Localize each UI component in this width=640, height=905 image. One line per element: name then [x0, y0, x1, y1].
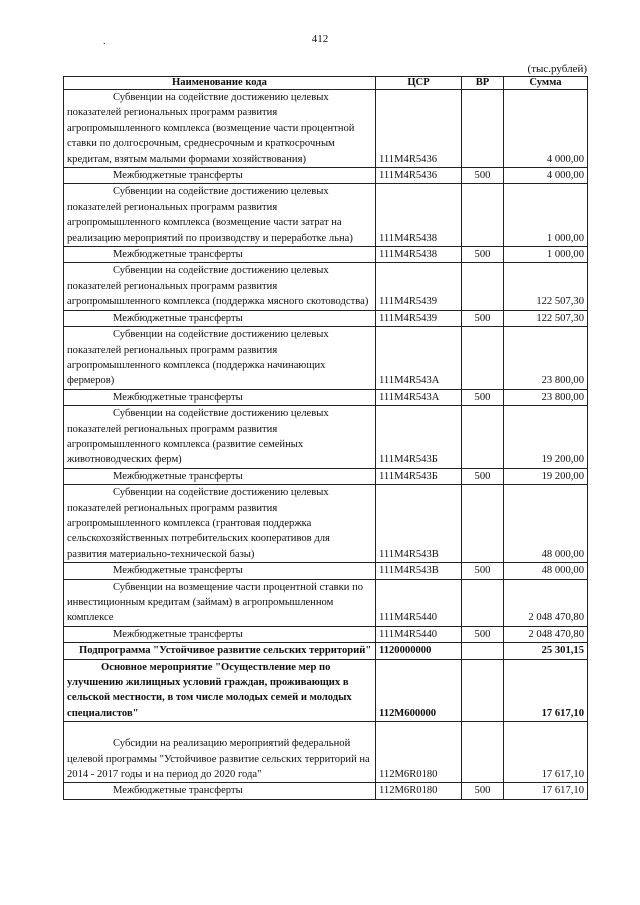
table-row: [64, 579, 588, 626]
row-name: Межбюджетные трансферты: [64, 310, 376, 326]
row-sum: 17 617,10: [504, 659, 588, 722]
row-sum: 122 507,30: [504, 310, 588, 326]
table-row: [64, 310, 588, 326]
row-vr: 500: [462, 626, 504, 642]
row-csr: 1120000000: [376, 643, 462, 659]
row-sum: 17 617,10: [504, 783, 588, 799]
row-vr: 500: [462, 389, 504, 405]
row-csr: 111M4R543A: [376, 327, 462, 390]
scan-mark: .: [103, 36, 106, 47]
row-vr: [462, 485, 504, 563]
table-row: [64, 468, 588, 484]
row-sum: 48 000,00: [504, 563, 588, 579]
row-vr: 500: [462, 563, 504, 579]
row-sum: 19 200,00: [504, 468, 588, 484]
row-name: Субвенции на содействие достижению целевых показателей региональных программ развития агропромышленного комплекса (поддержка начинающих фермеров): [64, 327, 376, 390]
row-name: Межбюджетные трансферты: [64, 626, 376, 642]
row-sum: 4 000,00: [504, 168, 588, 184]
row-name: Подпрограмма "Устойчивое развитие сельских территорий": [64, 643, 376, 659]
row-name: Субвенции на содействие достижению целевых показателей региональных программ развития агропромышленного комплекса (поддержка мясного скотоводства): [64, 263, 376, 310]
page-number: 412: [311, 33, 329, 45]
row-name: Субвенции на содействие достижению целевых показателей региональных программ развития агропромышленного комплекса (развитие семейных животноводческих ферм): [64, 406, 376, 469]
row-vr: [462, 90, 504, 168]
row-name: Основное мероприятие "Осуществление мер по улучшению жилищных условий граждан, проживающих в сельской местности, в том числе молодых семей и молодых специалистов": [64, 659, 376, 722]
row-sum: 2 048 470,80: [504, 626, 588, 642]
row-name: Межбюджетные трансферты: [64, 783, 376, 799]
row-vr: 500: [462, 783, 504, 799]
header-csr: ЦСР: [376, 77, 462, 90]
table-row: [64, 563, 588, 579]
row-sum: 122 507,30: [504, 263, 588, 310]
row-name: Межбюджетные трансферты: [64, 168, 376, 184]
table-row: [64, 406, 588, 469]
table-row: [64, 327, 588, 390]
row-sum: 17 617,10: [504, 722, 588, 783]
header-sum: Сумма: [504, 77, 588, 90]
row-csr: 111M4R5436: [376, 168, 462, 184]
row-csr: 111M4R5438: [376, 247, 462, 263]
row-csr: 111M4R543B: [376, 563, 462, 579]
row-sum: 23 800,00: [504, 327, 588, 390]
row-csr: 112M600000: [376, 659, 462, 722]
row-csr: 111M4R543Б: [376, 468, 462, 484]
table-row-subprogram: [64, 643, 588, 659]
row-csr: 111M4R5439: [376, 310, 462, 326]
row-name: Субвенции на содействие достижению целевых показателей региональных программ развития агропромышленного комплекса (возмещение части затрат на реализацию мероприятий по производству и переработке льна): [64, 184, 376, 247]
header-name: Наименование кода: [64, 77, 376, 90]
row-sum: 23 800,00: [504, 389, 588, 405]
table-row: [64, 184, 588, 247]
row-vr: [462, 722, 504, 783]
row-name: Субвенции на содействие достижению целевых показателей региональных программ развития агропромышленного комплекса (грантовая поддержка сельскохозяйственных потребительских кооперативов для развития материально-технической базы): [64, 485, 376, 563]
row-csr: 111M4R543A: [376, 389, 462, 405]
table-row: [64, 90, 588, 168]
row-sum: 2 048 470,80: [504, 579, 588, 626]
row-csr: 111M4R5439: [376, 263, 462, 310]
row-sum: 19 200,00: [504, 406, 588, 469]
row-name: Субсидии на реализацию мероприятий федеральной целевой программы "Устойчивое развитие сельских территорий на 2014 - 2017 годы и на период до 2020 года": [64, 722, 376, 783]
units-label: (тыс.рублей): [527, 63, 587, 75]
row-vr: [462, 263, 504, 310]
table-row: [64, 389, 588, 405]
row-name: Межбюджетные трансферты: [64, 468, 376, 484]
row-csr: 111M4R5440: [376, 579, 462, 626]
row-sum: 4 000,00: [504, 90, 588, 168]
row-vr: 500: [462, 310, 504, 326]
row-vr: 500: [462, 168, 504, 184]
table-row-main-activity: [64, 659, 588, 722]
row-csr: 111M4R5440: [376, 626, 462, 642]
table-row: [64, 783, 588, 799]
row-name: Межбюджетные трансферты: [64, 389, 376, 405]
row-csr: 112M6R0180: [376, 722, 462, 783]
header-vr: ВР: [462, 77, 504, 90]
row-vr: [462, 184, 504, 247]
row-name: Субвенции на содействие достижению целевых показателей региональных программ развития агропромышленного комплекса (возмещение части процентной ставки по долгосрочным, среднесрочным и краткосрочным кредитам, взятым малыми формами хозяйствования): [64, 90, 376, 168]
row-name: Межбюджетные трансферты: [64, 247, 376, 263]
table-header-row: [64, 77, 588, 90]
table-row: [64, 263, 588, 310]
table-row: [64, 722, 588, 783]
table-row: [64, 247, 588, 263]
table-row: [64, 485, 588, 563]
row-sum: 48 000,00: [504, 485, 588, 563]
row-vr: [462, 406, 504, 469]
row-vr: [462, 659, 504, 722]
row-csr: 111M4R543B: [376, 485, 462, 563]
row-sum: 1 000,00: [504, 247, 588, 263]
table-row: [64, 626, 588, 642]
table-row: [64, 168, 588, 184]
row-csr: 111M4R5438: [376, 184, 462, 247]
row-csr: 111M4R5436: [376, 90, 462, 168]
budget-table: [63, 76, 588, 800]
row-sum: 1 000,00: [504, 184, 588, 247]
row-csr: 112M6R0180: [376, 783, 462, 799]
row-vr: 500: [462, 468, 504, 484]
row-vr: [462, 579, 504, 626]
row-vr: 500: [462, 247, 504, 263]
row-sum: 25 301,15: [504, 643, 588, 659]
row-vr: [462, 327, 504, 390]
row-csr: 111M4R543Б: [376, 406, 462, 469]
row-name: Межбюджетные трансферты: [64, 563, 376, 579]
row-name: Субвенции на возмещение части процентной ставки по инвестиционным кредитам (займам) в агропромышленном комплексе: [64, 579, 376, 626]
row-vr: [462, 643, 504, 659]
